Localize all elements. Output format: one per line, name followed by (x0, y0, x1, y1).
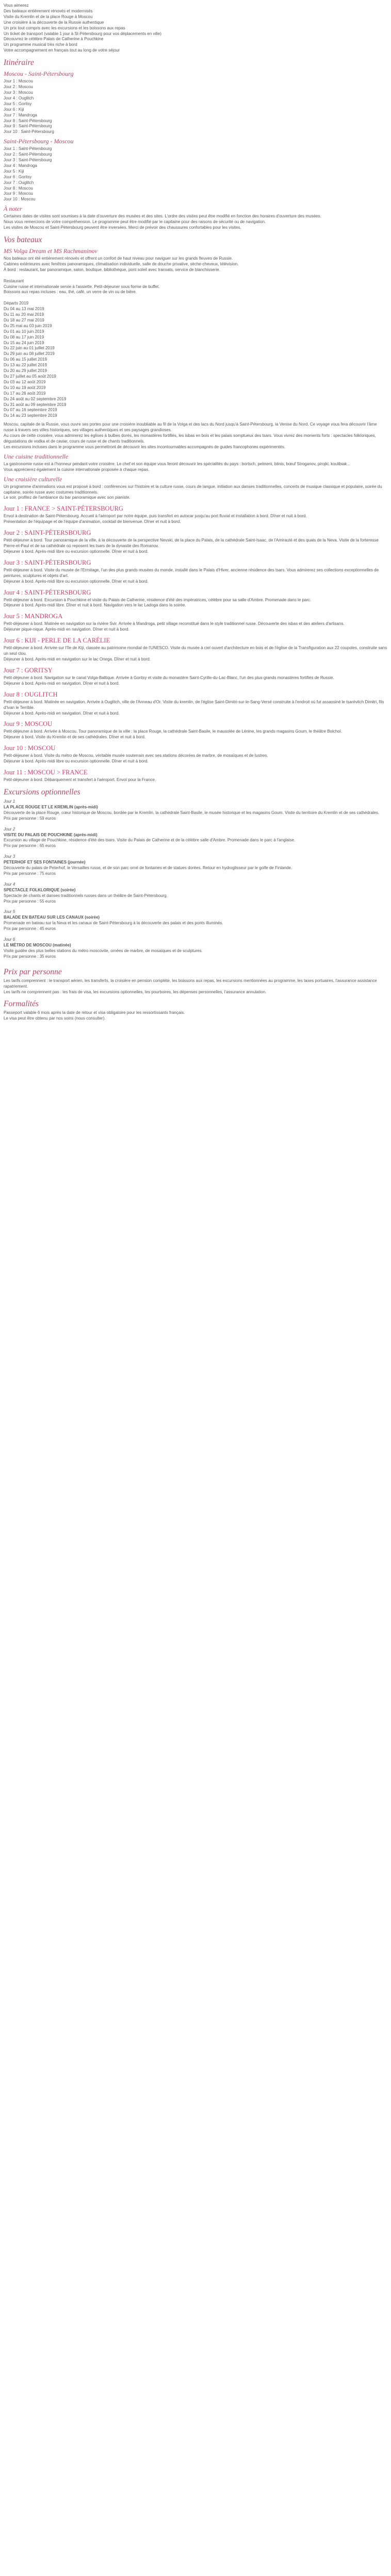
route-line: Jour 8 : Moscou (4, 185, 33, 191)
intro-line: Un ticket de transport (valable 1 jour à St-Pétersbourg pour vos déplacements en ville) (4, 31, 161, 36)
formalities-line: Passeport valable 6 mois après la date de retour et visa obligatoire pour les ressortissants français. (4, 1010, 185, 1015)
day-line: Déjeuner à bord. Après-midi libre. Dîner et nuit à bord. Navigation vers le lac Ladoga dans la soirée. (4, 603, 186, 608)
day-title: Jour 7 : GORITSY (4, 666, 53, 674)
spacer (4, 960, 387, 963)
boats-line: Du 14 au 23 septembre 2019 (4, 413, 57, 418)
route-line: Jour 4 : Mandroga (4, 163, 37, 168)
boats-line: Boissons aux repas incluses : eau, thé, café, un verre de vin ou de bière. (4, 290, 137, 295)
route-line: Jour 10 : Saint-Pétersbourg (4, 129, 54, 134)
day-line: Déjeuner pique-nique. Après-midi en navigation. Dîner et nuit à bord. (4, 627, 129, 632)
boats-line: Départs 2019 (4, 301, 29, 306)
formalities-block (4, 999, 387, 1022)
description-block (4, 419, 387, 450)
boats-line: Du 07 au 16 septembre 2019 (4, 408, 57, 413)
note-line: Certaines dates de visites sont soumises à la date d'ouverture des musées et des sites. L'ordre des visites peut être modifié en fonction des horaires d'ouverture des musées. (4, 214, 321, 219)
spacer (4, 904, 387, 907)
route-line: Jour 2 : Moscou (4, 84, 33, 90)
intro-line: Un programme musical très riche à bord (4, 42, 77, 47)
route-line: Jour 4 : Ouglitch (4, 95, 34, 100)
prices-line: Les tarifs ne comprennent pas : les frais de visa, les excursions optionnelles, les pourboires, les dépenses personnelles, l'assurance annulation. (4, 989, 267, 994)
prices-line: Les tarifs comprennent : le transport aérien, les transferts, la croisière en pension complète, les boissons aux repas, les excursions mentionnées au programme, les taxes portuaires, l'assurance assistance rapatriement. (4, 978, 377, 989)
boats-line: Restaurant (4, 278, 24, 283)
boats-title: Vos bateaux (4, 235, 42, 244)
route-line: Jour 5 : Goritsy (4, 101, 32, 106)
cuisine-block (4, 453, 387, 473)
route-line: Jour 6 : Goritsy (4, 174, 32, 179)
intro-line: Vous aimerez (4, 3, 29, 8)
excursion-day: Jour 4 (4, 882, 15, 887)
route-title: Saint-Pétersbourg - Moscou (4, 138, 74, 145)
route-line: Jour 7 : Mandroga (4, 112, 37, 117)
excursion-line: Prix par personne : 65 euros (4, 843, 56, 849)
boats-line: Du 17 au 26 août 2019 (4, 391, 46, 396)
culture-line: Un programme d'animations vous est proposé à bord : conférences sur l'histoire et la culture russe, cours de langue, initiation aux danses traditionnelles, concerts de musique classique et populaire, soirée du capitaine, soirée russe avec costumes traditionnels. (4, 484, 382, 495)
day-line: Déjeuner à bord. Après-midi en navigation. Dîner et nuit à bord. (4, 710, 120, 716)
excursion-line: Prix par personne : 75 euros (4, 871, 56, 876)
excursion-title: SPECTACLE FOLKLORIQUE (soirée) (4, 887, 76, 892)
day-line: Déjeuner à bord. Après-midi en navigation sur le lac Onega. Dîner et nuit à bord. (4, 657, 151, 662)
excursion-line: Prix par personne : 45 euros (4, 926, 56, 931)
excursion-line: Découverte de la place Rouge, cœur historique de Moscou, bordée par le Kremlin, la cathédrale Saint-Basile, le musée historique et les magasins Goum. Visite du territoire du Kremlin et de ses cathédrales. (4, 810, 380, 815)
description-line: Au cours de cette croisière, vous admirerez les églises à bulbes dorés, les monastères fortifiés, les isbas en bois et les palais somptueux des tsars. Vous vivrez des moments forts : spectacles folkloriques, dégustations de vodka et de caviar, cours de russe et de chants traditionnels. (4, 433, 376, 444)
prices-title: Prix par personne (4, 967, 62, 976)
intro-block (4, 3, 387, 54)
spacer (4, 822, 387, 825)
boats-line: Du 20 au 29 juillet 2019 (4, 368, 47, 374)
day-line: Envol à destination de Saint-Pétersbourg. Accueil à l'aéroport par notre équipe, puis transfert en autocar jusqu'au port fluvial et installation à bord. Dîner et nuit à bord. (4, 514, 307, 519)
intro-line: Découvrez le célèbre Palais de Catherine à Pouchkine (4, 37, 104, 42)
cuisine-title: Une cuisine traditionnelle (4, 452, 69, 460)
excursion-day: Jour 2 (4, 826, 15, 832)
day-title: Jour 9 : MOSCOU (4, 720, 53, 728)
day-line: Petit-déjeuner à bord. Excursion à Pouchkine et visite du Palais de Catherine, résidence d'été des impératrices, célèbre pour sa salle d'Ambre. Promenade dans le parc. (4, 597, 312, 602)
boats-line: Du 11 au 20 mai 2019 (4, 312, 44, 317)
excursion-line: Promenade en bateau sur la Neva et les canaux de Saint-Pétersbourg à la découverte des palais et des ponts illuminés. (4, 921, 223, 926)
day-title: Jour 3 : SAINT-PÉTERSBOURG (4, 558, 91, 566)
culture-line: Le soir, profitez de l'ambiance du bar panoramique avec son pianiste. (4, 495, 131, 500)
day-title: Jour 5 : MANDROGA (4, 613, 63, 620)
excursion-line: Prix par personne : 59 euros (4, 816, 56, 821)
day-line: Petit-déjeuner à bord. Matinée en navigation sur la rivière Svir. Arrivée à Mandroga, petit village reconstitué dans le style traditionnel russe. Découverte des isbas et des ateliers d'artisans. (4, 621, 345, 626)
excursion-title: PETERHOF ET SES FONTAINES (journée) (4, 860, 86, 865)
boats-line: Du 04 au 13 mai 2019 (4, 307, 44, 312)
boats-line: Du 01 au 10 juin 2019 (4, 329, 44, 334)
route-line: Jour 1 : Saint-Pétersbourg (4, 146, 52, 151)
boats-line: Cuisine russe et internationale servie à l'assiette. Petit-déjeuner sous forme de buffet. (4, 284, 160, 289)
day-line: Présentation de l'équipage et de l'équipe d'animation, cocktail de bienvenue. Dîner et nuit à bord. (4, 519, 181, 524)
boats-line: Du 06 au 15 juillet 2019 (4, 357, 47, 362)
boats-line: Du 22 juin au 01 juillet 2019 (4, 346, 55, 351)
spacer (4, 877, 387, 880)
day-line: Petit-déjeuner à bord. Tour panoramique de la ville, à la découverte de la perspective Nevski, de la place du Palais, de la cathédrale Saint-Isaac, de l'Amirauté et des quais de la Neva. Visite de la forteresse Pierre-et-Paul et de sa cathédrale où reposent les tsars de la dynastie des Romanov. (4, 538, 379, 549)
excursion-title: BALADE EN BATEAU SUR LES CANAUX (soirée) (4, 915, 100, 920)
excursion-day: Jour 6 (4, 937, 15, 942)
excursions-title: Excursions optionnelles (4, 787, 80, 796)
intro-line: Visite du Kremlin et de la place Rouge à Moscou (4, 14, 93, 19)
boats-line: Du 15 au 24 juin 2019 (4, 340, 44, 345)
excursion-day: Jour 5 (4, 909, 15, 914)
boats-line: Du 31 août au 09 septembre 2019 (4, 402, 67, 407)
description-line: Moscou, capitale de la Russie, vous ouvre ses portes pour une croisière inoubliable au fil de la Volga et des lacs du Nord jusqu'à Saint-Pétersbourg, la Venise du Nord. Ce voyage vous fera découvrir l'âme russe à travers ses villes historiques, ses villages authentiques et ses paysages grandioses. (4, 422, 377, 433)
cuisine-line: Vous apprécierez également la cuisine internationale proposée à chaque repas. (4, 467, 150, 472)
day-line: Déjeuner à bord. Après-midi libre ou excursion optionnelle. Dîner et nuit à bord. (4, 549, 149, 554)
excursion-line: Spectacle de chants et danses traditionnels russes dans un théâtre de Saint-Pétersbourg. (4, 893, 168, 898)
note-block (4, 205, 387, 231)
route-line: Jour 5 : Kiji (4, 168, 24, 174)
day-title: Jour 1 : FRANCE > SAINT-PÉTERSBOURG (4, 505, 123, 513)
formalities-title: Formalités (4, 999, 39, 1009)
boats-line: À bord : restaurant, bar panoramique, salon, boutique, bibliothèque, pont soleil avec transats, service de blanchisserie. (4, 267, 220, 272)
excursion-title: VISITE DU PALAIS DE POUCHKINE (après-midi) (4, 832, 97, 837)
days-block (4, 504, 387, 783)
route-line: Jour 6 : Kiji (4, 107, 24, 112)
culture-block (4, 476, 387, 501)
boats-line: Du 29 juin au 08 juillet 2019 (4, 351, 55, 357)
note-line: Les visites de Moscou et Saint-Pétersbourg peuvent être inversées. Merci de prévoir des chaussures confortables pour les visites. (4, 225, 241, 230)
boats-line: Du 18 au 27 mai 2019 (4, 317, 44, 323)
excursion-day: Jour 1 (4, 799, 15, 804)
day-line: Déjeuner à bord. Après-midi en navigation. Dîner et nuit à bord. (4, 681, 120, 686)
route-line: Jour 2 : Saint-Pétersbourg (4, 152, 52, 157)
intro-line: Des bateaux entièrement rénovés et modernisés (4, 8, 93, 13)
boats-line: Du 03 au 12 août 2019 (4, 379, 46, 384)
excursion-line: Découverte du palais de Peterhof, le Versailles russe, et de son parc orné de fontaines et de statues dorées. Retour en hydroglisseur par le golfe de Finlande. (4, 866, 292, 871)
day-line: Petit-déjeuner à bord. Matinée en navigation. Arrivée à Ouglitch, ville de l'Anneau d'Or. Visite du kremlin, de l'église Saint-Dimitri-sur-le-Sang-Versé construite à l'endroit où fut assassiné le tsarévitch Dimitri, fils d'Ivan le Terrible. (4, 699, 384, 710)
boats-line: Du 24 août au 02 septembre 2019 (4, 396, 67, 401)
excursion-line: Excursion au village de Pouchkine, résidence d'été des tsars. Visite du Palais de Catherine et de la célèbre salle d'Ambre. Promenade dans le parc à l'anglaise. (4, 838, 296, 843)
route-line: Jour 3 : Saint-Pétersbourg (4, 158, 52, 163)
prices-block (4, 967, 387, 995)
note-title: À noter (4, 205, 22, 213)
day-line: Déjeuner à bord. Après-midi libre ou excursion optionnelle. Dîner et nuit à bord. (4, 579, 149, 584)
formalities-line: Le visa peut être obtenu par nos soins (nous consulter). (4, 1016, 106, 1021)
day-title: Jour 8 : OUGLITCH (4, 690, 58, 698)
itinerary-block (4, 70, 387, 202)
excursion-title: LA PLACE ROUGE ET LE KREMLIN (après-midi) (4, 804, 98, 809)
route-line: Jour 7 : Ouglitch (4, 180, 34, 185)
itinerary-title: Itinéraire (4, 58, 34, 67)
boats-subtitle: MS Volga Dream et MS Rachmaninov (4, 247, 97, 255)
route-line: Jour 10 : Moscou (4, 197, 36, 202)
day-line: Petit-déjeuner à bord. Navigation sur le canal Volga-Baltique. Arrivée à Goritsy et visite du monastère Saint-Cyrille-du-Lac-Blanc, l'un des plus grands monastères fortifiés de Russie. (4, 675, 334, 680)
boats-line (4, 273, 387, 279)
day-line: Petit-déjeuner à bord. Arrivée à Moscou. Tour panoramique de la ville : la place Rouge, la cathédrale Saint-Basile, le mausolée de Lénine, les grands magasins Goum, le théâtre Bolchoï. (4, 729, 343, 734)
boats-block (4, 247, 387, 419)
boats-line: Nos bateaux ont été entièrement rénovés et offrent un confort de haut niveau pour naviguer sur les grands fleuves de Russie. (4, 256, 233, 261)
day-line: Petit-déjeuner à bord. Visite du métro de Moscou, véritable musée souterrain avec ses stations décorées de marbre, de mosaïques et de lustres. (4, 753, 268, 758)
spacer (4, 932, 387, 935)
boats-line: Du 25 mai au 03 juin 2019 (4, 323, 52, 328)
day-line: Petit-déjeuner à bord. Arrivée sur l'île de Kiji, classée au patrimoine mondial de l'UNESCO. Visite du musée à ciel ouvert d'architecture en bois et de l'église de la Transfiguration aux 22 coupoles, construite sans un seul clou. (4, 646, 387, 656)
day-title: Jour 2 : SAINT-PÉTERSBOURG (4, 529, 91, 537)
day-line: Déjeuner à bord. Visite du Kremlin et de ses cathédrales. Dîner et nuit à bord. (4, 735, 146, 740)
boats-line: Du 08 au 17 juin 2019 (4, 334, 44, 340)
note-line: Nous vous remercions de votre compréhension. Le programme peut être modifié par le capitaine pour des raisons de sécurité ou de navigation. (4, 219, 266, 225)
route-line: Jour 1 : Moscou (4, 79, 33, 84)
day-title: Jour 10 : MOSCOU (4, 744, 56, 752)
intro-line: Un prix tout compris avec les excursions et les boissons aux repas (4, 25, 125, 30)
culture-title: Une croisière culturelle (4, 475, 62, 483)
route-line: Jour 9 : Moscou (4, 191, 33, 196)
intro-line: Une croisière à la découverte de la Russie authentique (4, 20, 104, 25)
route-line: Jour 8 : Saint-Pétersbourg (4, 118, 52, 123)
boats-line: Du 10 au 19 août 2019 (4, 385, 46, 390)
route-title: Moscou - Saint-Pétersbourg (4, 70, 74, 78)
boats-line (4, 295, 387, 301)
day-line: Petit-déjeuner à bord. Débarquement et transfert à l'aéroport. Envol pour la France. (4, 777, 156, 783)
route-line: Jour 3 : Moscou (4, 90, 33, 95)
boats-line: Du 27 juillet au 05 août 2019 (4, 374, 56, 379)
boats-line: Du 13 au 22 juillet 2019 (4, 363, 47, 368)
day-line: Petit-déjeuner à bord. Visite du musée de l'Ermitage, l'un des plus grands musées du monde, installé dans le Palais d'Hiver, ancienne résidence des tsars. Vous admirerez ses collections exceptionnelles de peintures, sculptures et objets d'art. (4, 567, 379, 578)
excursion-title: LE MÉTRO DE MOSCOU (matinée) (4, 943, 71, 947)
excursion-line: Prix par personne : 55 euros (4, 899, 56, 904)
spacer (4, 849, 387, 852)
excursion-line: Prix par personne : 35 euros (4, 954, 56, 959)
excursions-block (4, 799, 387, 963)
day-title: Jour 4 : SAINT-PÉTERSBOURG (4, 588, 91, 596)
day-line: Déjeuner à bord. Après-midi libre ou excursion optionnelle. Dîner et nuit à bord. (4, 759, 149, 764)
day-title: Jour 11 : MOSCOU > FRANCE (4, 769, 88, 776)
route-line: Jour 9 : Saint-Pétersbourg (4, 124, 52, 129)
page (0, 0, 391, 1022)
cuisine-line: La gastronomie russe est à l'honneur pendant votre croisière. Le chef et son équipe vous feront découvrir les spécialités du pays : bortsch, pelmeni, blinis, bœuf Stroganov, pirojki, koulibiak... (4, 461, 350, 466)
excursion-day: Jour 3 (4, 854, 15, 859)
description-line: Les excursions incluses dans le programme vous permettront de découvrir les sites incontournables accompagnés de guides francophones expérimentés. (4, 444, 286, 449)
excursion-line: Visite guidée des plus belles stations du métro moscovite, ornées de marbre, de mosaïques et de sculptures. (4, 948, 203, 953)
intro-line: Votre accompagnement en français tout au long de votre séjour (4, 48, 120, 53)
day-title: Jour 6 : KIJI - PERLE DE LA CARÉLIE (4, 637, 110, 645)
boats-line: Cabines extérieures avec fenêtres panoramiques, climatisation individuelle, salle de douche privative, sèche-cheveux, télévision. (4, 261, 239, 266)
